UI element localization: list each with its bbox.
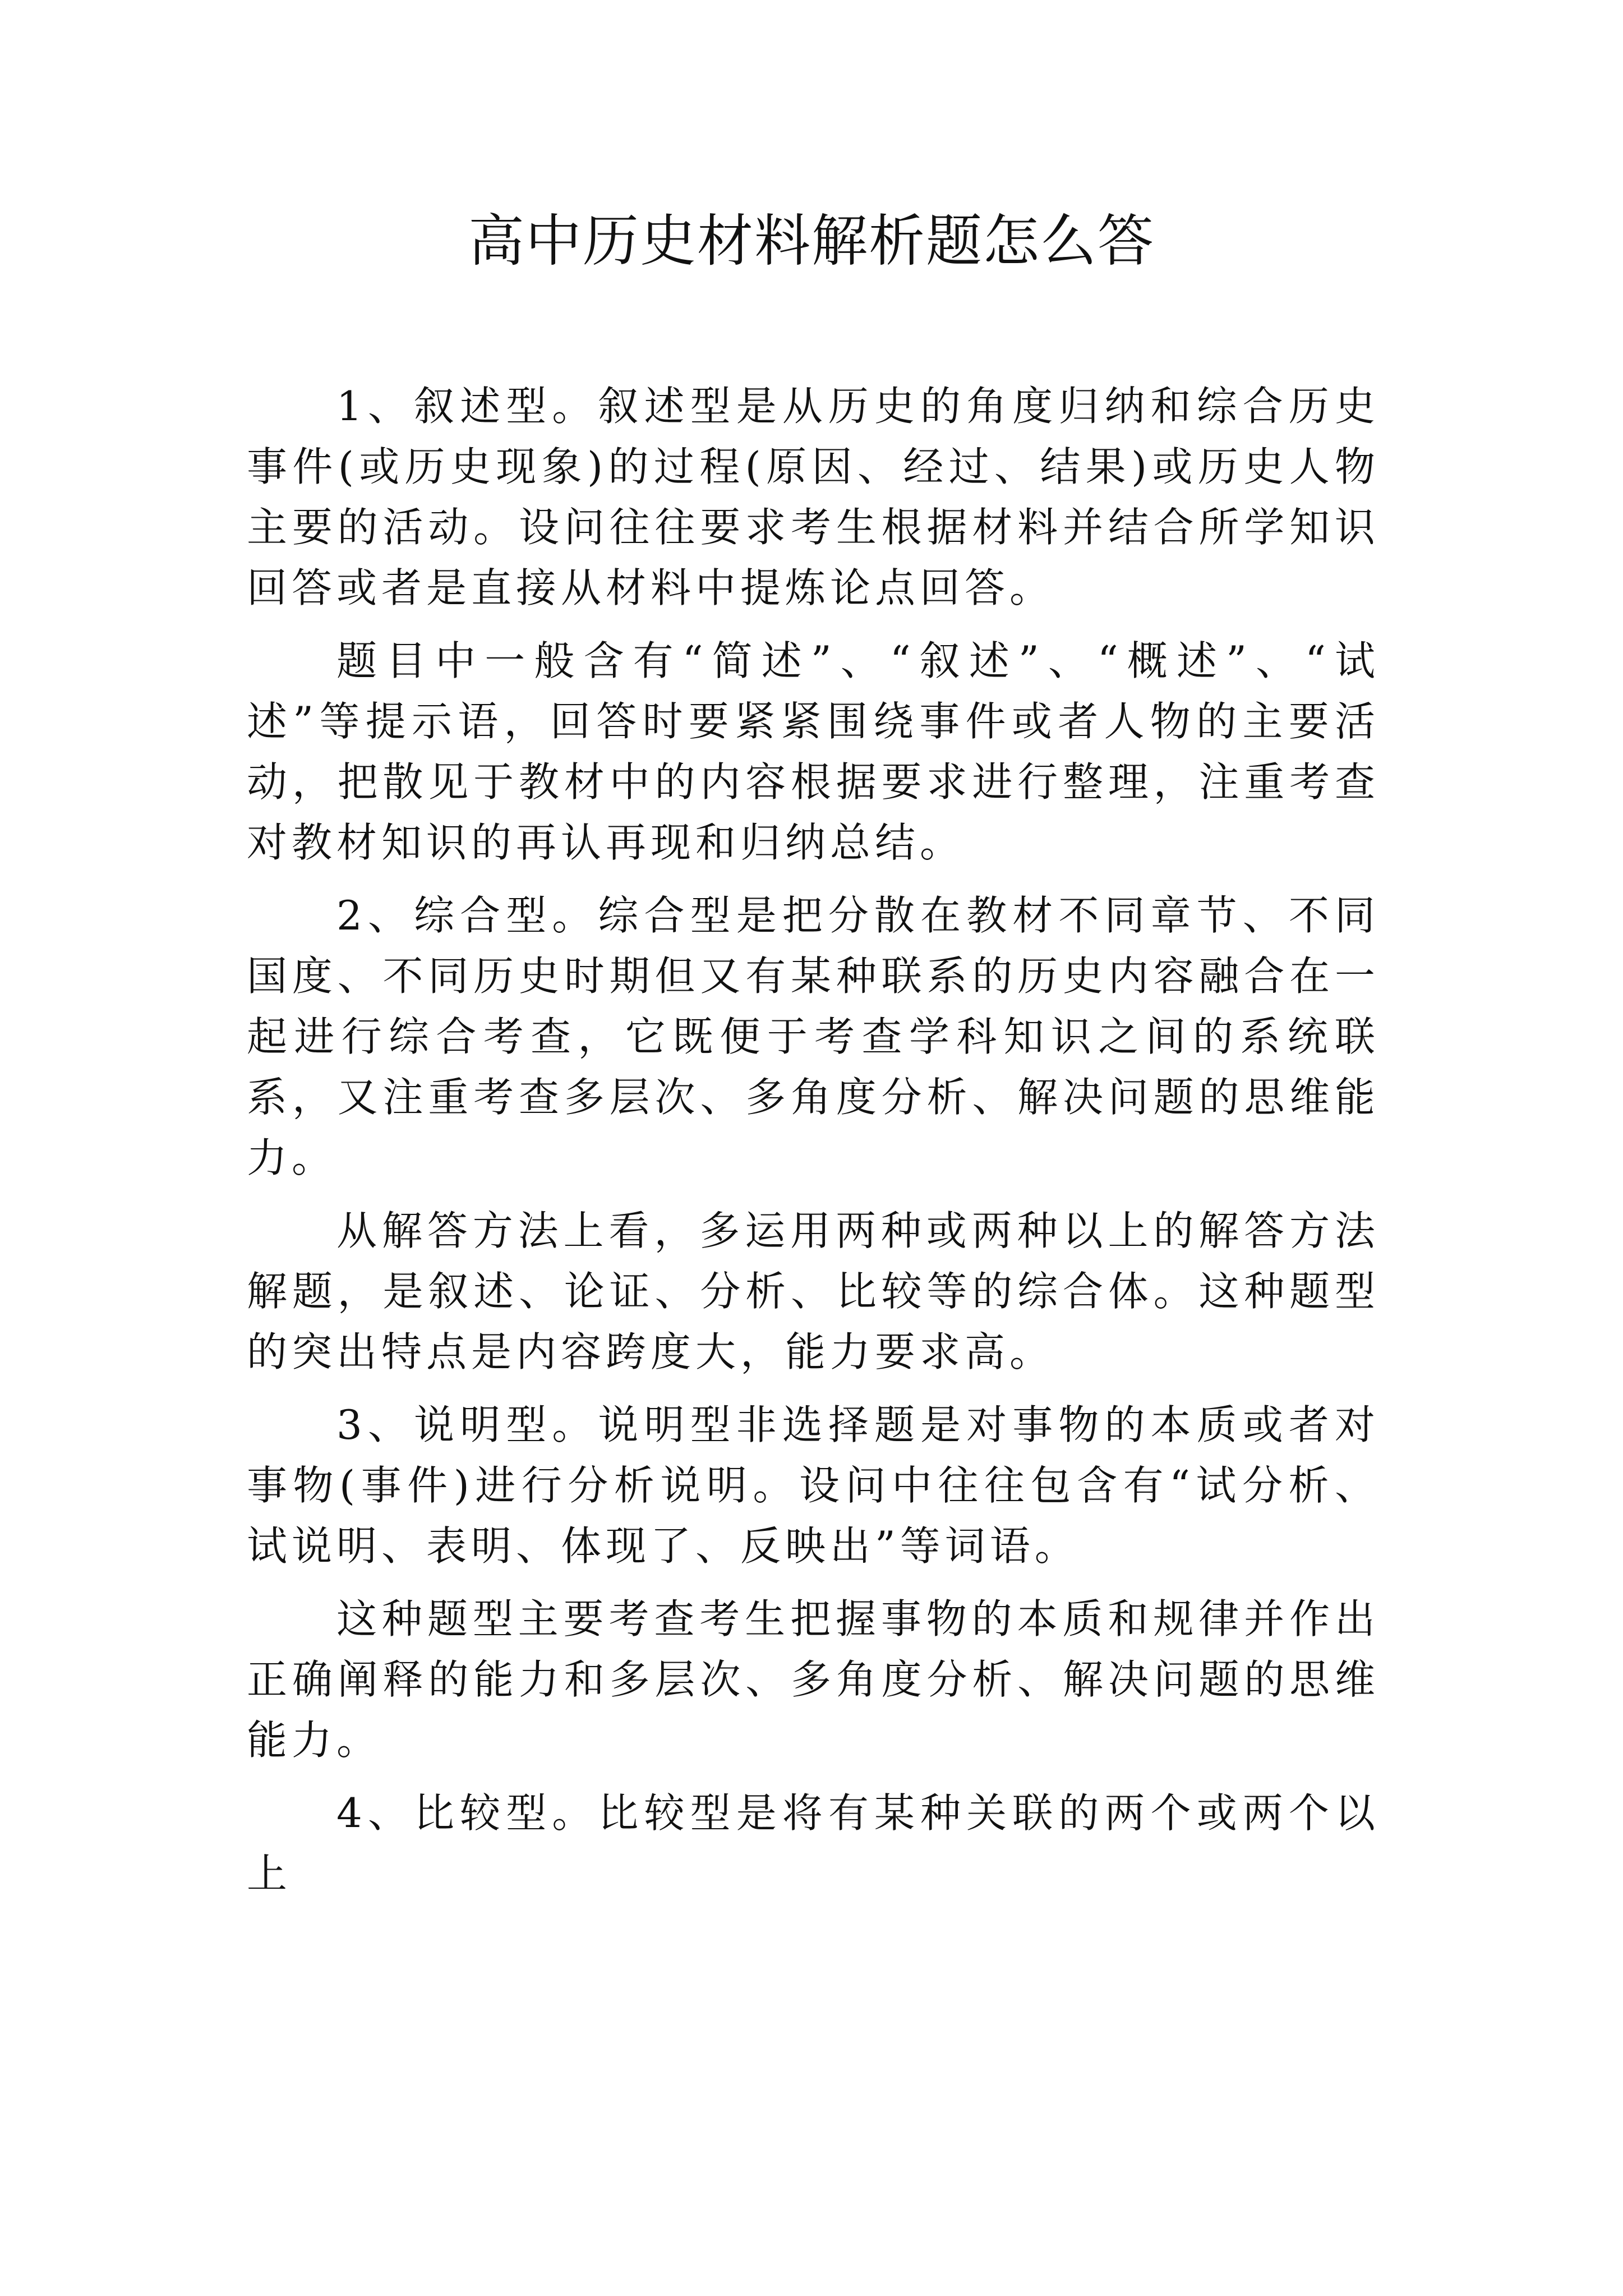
paragraph-narrative-type: 1、叙述型。叙述型是从历史的角度归纳和综合历史事件(或历史现象)的过程(原因、经过、结果)或历史人物主要的活动。设问往往要求考生根据材料并结合所学知识回答或者是直接从材料中提炼论点回答。 (247, 383, 1380, 611)
paragraph-explanatory-type: 3、说明型。说明型非选择题是对事物的本质或者对事物(事件)进行分析说明。设问中往往包含有“试分析、试说明、表明、体现了、反映出”等词语。 (247, 1401, 1380, 1570)
paragraph-comparative-type: 4、比较型。比较型是将有某种关联的两个或两个以上 (247, 1789, 1380, 1897)
document-title: 高中历史材料解析题怎么答 (468, 208, 1155, 274)
paragraph-explanatory-ability: 这种题型主要考查考生把握事物的本质和规律并作出正确阐释的能力和多层次、多角度分析、解决问题的思维能力。 (247, 1595, 1380, 1764)
paragraph-comprehensive-type: 2、综合型。综合型是把分散在教材不同章节、不同国度、不同历史时期但又有某种联系的历史内容融合在一起进行综合考查，它既便于考查学科知识之间的系统联系，又注重考查多层次、多角度分析、解决问题的思维能力。 (247, 892, 1380, 1181)
paragraph-narrative-hints: 题目中一般含有“简述”、“叙述”、“概述”、“试述”等提示语，回答时要紧紧围绕事件或者人物的主要活动，把散见于教材中的内容根据要求进行整理，注重考查对教材知识的再认再现和归纳总结。 (247, 637, 1380, 866)
document-body (247, 376, 1380, 1916)
paragraph-comprehensive-method: 从解答方法上看，多运用两种或两种以上的解答方法解题，是叙述、论证、分析、比较等的综合体。这种题型的突出特点是内容跨度大，能力要求高。 (247, 1207, 1380, 1375)
